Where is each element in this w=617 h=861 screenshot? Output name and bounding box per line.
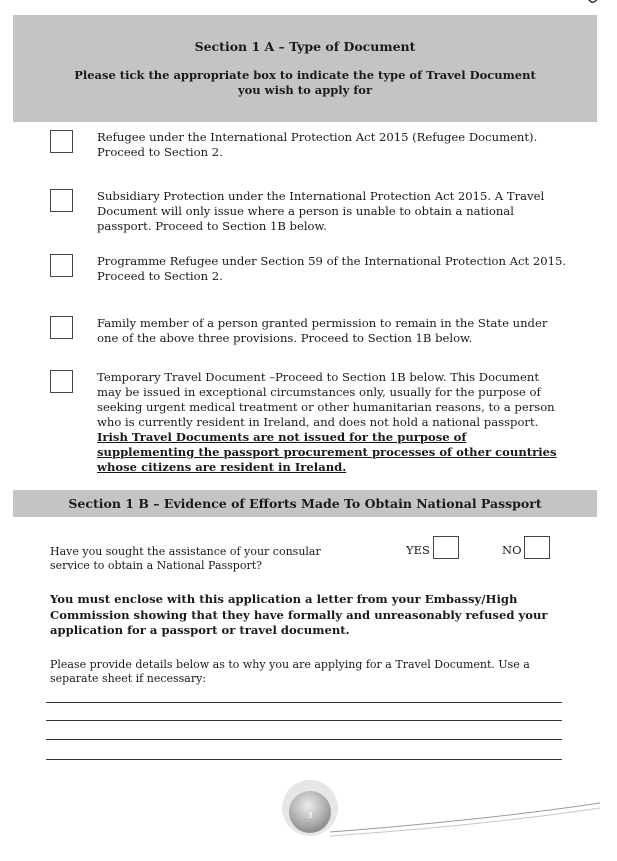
- temporary-travel-document-emphasis: Irish Travel Documents are not issued for the purpose of supplementing the passport procurement processes of other countries whose citizens are resident in Ireland.: [97, 430, 557, 474]
- details-line-1[interactable]: [46, 702, 562, 703]
- details-line-2[interactable]: [46, 720, 562, 721]
- option-temporary-travel-document-text: [97, 370, 567, 475]
- temporary-travel-document-checkbox[interactable]: [50, 370, 73, 393]
- section-1a-instruction: Please tick the appropriate box to indicate the type of Travel Document you wish to apply for: [74, 68, 536, 97]
- page-number: 3: [307, 811, 313, 820]
- subsidiary-protection-checkbox[interactable]: [50, 189, 73, 212]
- page-corner-mark: [585, 0, 603, 6]
- embassy-letter-notice: You must enclose with this application a letter from your Embassy/High Commission showing that they have formally and unreasonably refused your application for a passport or travel document.: [50, 592, 548, 637]
- yes-checkbox[interactable]: [433, 536, 459, 559]
- temporary-travel-document-description: Temporary Travel Document –Proceed to Section 1B below. This Document may be issued in exceptional circumstances only, usually for the purpose of seeking urgent medical treatment or other humanitarian reasons, to a person who is currently resident in Ireland, and does not hold a national passport.: [97, 370, 555, 429]
- consular-assistance-question: Have you sought the assistance of your consular service to obtain a National Passport?: [50, 545, 321, 572]
- section-1b-title: Section 1 B – Evidence of Efforts Made To Obtain National Passport: [13, 490, 597, 517]
- option-refugee-text: Refugee under the International Protection Act 2015 (Refugee Document). Proceed to Section 2.: [97, 130, 538, 159]
- option-family-member-text: Family member of a person granted permission to remain in the State under one of the above three provisions. Proceed to Section 1B below.: [97, 316, 548, 345]
- option-programme-refugee-text: Programme Refugee under Section 59 of the International Protection Act 2015. Proceed to Section 2.: [97, 254, 567, 283]
- option-subsidiary-protection-text: Subsidiary Protection under the International Protection Act 2015. A Travel Document will only issue where a person is unable to obtain a national passport. Proceed to Section 1B below.: [97, 189, 545, 233]
- section-1a-header: [13, 15, 597, 122]
- details-line-3[interactable]: [46, 739, 562, 740]
- refugee-checkbox[interactable]: [50, 130, 73, 153]
- family-member-checkbox[interactable]: [50, 316, 73, 339]
- footer-decoration: [0, 760, 617, 860]
- yes-label: YES: [406, 543, 430, 557]
- section-1a-title: Section 1 A – Type of Document: [194, 39, 416, 54]
- details-prompt: Please provide details below as to why you are applying for a Travel Document. Use a separate sheet if necessary:: [50, 658, 530, 685]
- no-checkbox[interactable]: [524, 536, 550, 559]
- programme-refugee-checkbox[interactable]: [50, 254, 73, 277]
- no-label: NO: [502, 543, 522, 557]
